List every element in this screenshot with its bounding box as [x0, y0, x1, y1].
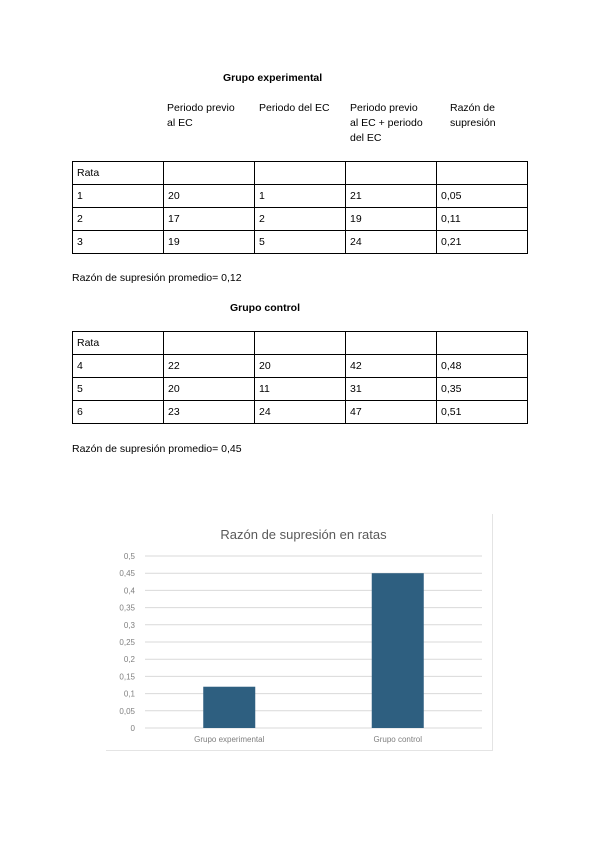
x-tick-label: Grupo experimental — [194, 735, 265, 744]
y-tick-label: 0,4 — [123, 586, 135, 596]
table-cell: 4 — [73, 355, 164, 378]
table-cell: 20 — [255, 355, 346, 378]
table-cell: 21 — [346, 185, 437, 208]
y-tick-label: 0,1 — [123, 689, 135, 699]
x-tick-label: Grupo control — [373, 735, 422, 744]
y-tick-label: 0 — [130, 724, 135, 733]
table-cell: 17 — [164, 208, 255, 231]
y-tick-label: 0,5 — [123, 552, 135, 561]
table-cell: 19 — [164, 231, 255, 254]
col-header-pre: Periodo previo al EC — [167, 102, 235, 129]
table-cell: 2 — [255, 208, 346, 231]
table-cell: 5 — [255, 231, 346, 254]
y-tick-label: 0,2 — [123, 655, 135, 665]
table-cell: 11 — [255, 378, 346, 401]
table-cell: 3 — [73, 231, 164, 254]
table-cell: 47 — [346, 401, 437, 424]
experimental-average-note: Razón de supresión promedio= 0,12 — [72, 272, 242, 284]
table-cell: 1 — [73, 185, 164, 208]
y-tick-label: 0,45 — [119, 569, 135, 579]
y-tick-label: 0,25 — [119, 638, 135, 647]
table-cell: 23 — [164, 401, 255, 424]
bar — [203, 687, 255, 728]
table-cell: 1 — [255, 185, 346, 208]
table-cell: Rata — [73, 332, 164, 355]
table-cell: 0,48 — [437, 355, 528, 378]
col-header-sum: Periodo previo al EC + periodo del EC — [350, 102, 423, 144]
chart-title: Razón de supresión en ratas — [220, 527, 387, 542]
table-cell: 5 — [73, 378, 164, 401]
control-title: Grupo control — [230, 302, 300, 314]
table-cell: 6 — [73, 401, 164, 424]
table-cell: 20 — [164, 378, 255, 401]
table-cell: 0,11 — [437, 208, 528, 231]
bar — [372, 573, 424, 728]
table-cell: 24 — [346, 231, 437, 254]
col-header-ec: Periodo del EC — [259, 102, 330, 114]
table-cell: 24 — [255, 401, 346, 424]
experimental-title: Grupo experimental — [223, 72, 323, 84]
table-cell: 19 — [346, 208, 437, 231]
table-cell: 0,21 — [437, 231, 528, 254]
table-cell: 0,05 — [437, 185, 528, 208]
y-tick-label: 0,05 — [119, 706, 135, 716]
control-average-note: Razón de supresión promedio= 0,45 — [72, 443, 242, 455]
y-tick-label: 0,35 — [119, 603, 135, 613]
col-header-ratio: Razón de supresión — [450, 102, 496, 129]
table-cell: 2 — [73, 208, 164, 231]
table-cell: 20 — [164, 185, 255, 208]
y-tick-label: 0,3 — [123, 620, 135, 630]
table-cell: 31 — [346, 378, 437, 401]
table-cell: 0,51 — [437, 401, 528, 424]
table-cell: 0,35 — [437, 378, 528, 401]
y-tick-label: 0,15 — [119, 672, 135, 682]
table-cell: Rata — [73, 162, 164, 185]
table-cell: 22 — [164, 355, 255, 378]
table-cell: 42 — [346, 355, 437, 378]
